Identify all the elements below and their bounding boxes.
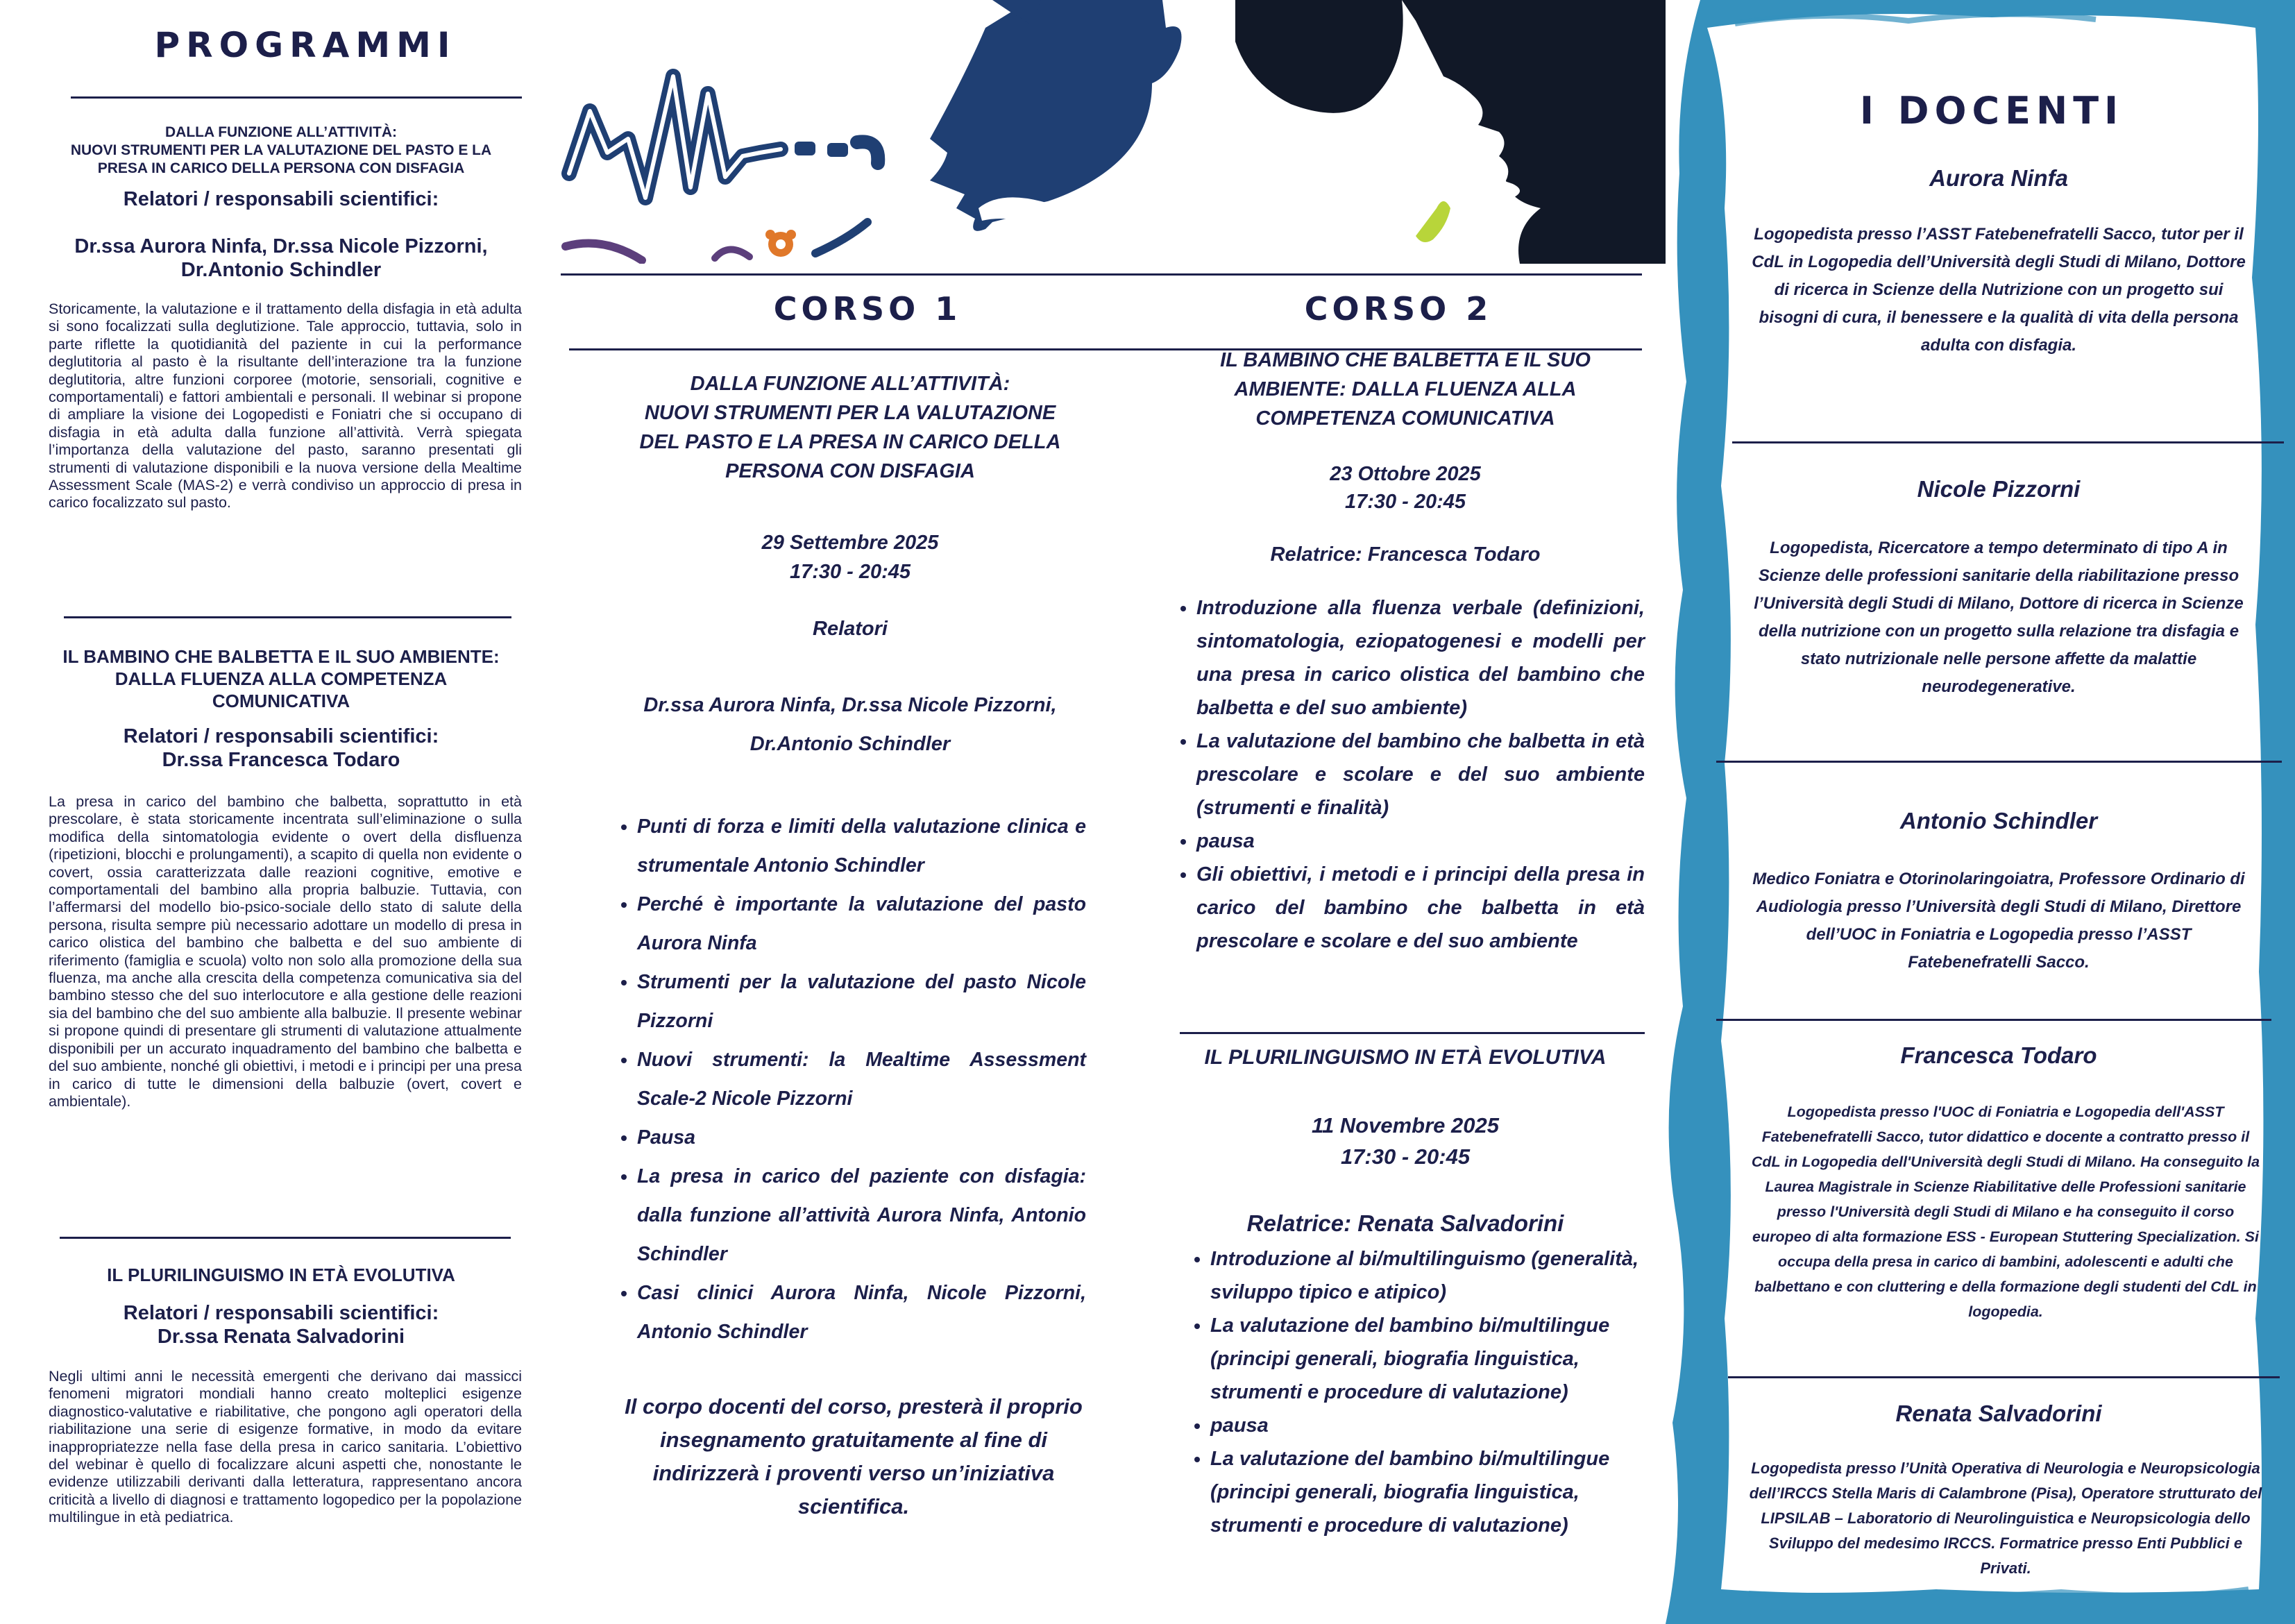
relatori-label: Relatori / responsabili scientifici: bbox=[123, 1302, 439, 1324]
corso2-title-line: IL BAMBINO CHE BALBETTA E IL SUO bbox=[1220, 349, 1591, 371]
programmi-title: PROGRAMMI bbox=[154, 25, 457, 65]
corso2-block1-date: 23 Ottobre 2025 bbox=[1330, 463, 1481, 485]
relatori-names bbox=[42, 748, 520, 772]
divider bbox=[1716, 761, 2282, 763]
corso1-panel bbox=[604, 369, 1096, 486]
section-title-line: IL PLURILINGUISMO IN ETÀ EVOLUTIVA bbox=[107, 1264, 455, 1285]
agenda-item: • Perché è importante la valutazione del pasto Aurora Ninfa bbox=[637, 885, 1086, 963]
corso2-title-line: AMBIENTE: DALLA FLUENZA ALLA bbox=[1234, 378, 1577, 400]
docente-name: Nicole Pizzorni bbox=[1917, 476, 2081, 502]
relatori-name-line: Dr.Antonio Schindler bbox=[180, 259, 382, 281]
relatori-names bbox=[42, 1325, 520, 1348]
arc-icon bbox=[566, 244, 642, 261]
corso2-block1-time: 17:30 - 20:45 bbox=[1344, 491, 1466, 513]
agenda-item: • Pausa bbox=[637, 1118, 1086, 1157]
docente-name: Antonio Schindler bbox=[1899, 808, 2098, 834]
program-description-2: La presa in carico del bambino che balbetta, soprattutto in età prescolare, è stata storicamente incentrata sull’eliminazione o sulla modifica della sintomatologia evidente o overt della disfluenza (ripetizioni, blocchi e prolungamenti), a scapito di quella non evidente o covert, ossia caratterizzata dalle reazioni cognitive, emotive e comportamentali del bambino alla propria balbuzie. Tuttavia, con l’affermarsi del modello bio-psico-sociale dello stato di salute della persona, risulta sempre più necessario adottare un modello di presa in carico olistica del bambino che balbetta e del suo ambiente di riferimento (famiglia e scuola) volto non solo alla promozione della sua fluenza, ma anche alla crescita della competenza comunicativa sia del bambino stesso che del suo interlocutore e alla gestione delle reazioni sia del bambino che del suo ambiente alla balbuzie. Il presente webinar si propone quindi di presentare gli strumenti di valutazione attualmente disponibili per un accurato inquadramento del bambino che balbetta e del suo ambiente, nonché gli obiettivi, i metodi e i principi per una presa in carico di tutte le dimensioni della balbuzie (overt, covert e ambientale). bbox=[49, 793, 522, 1110]
program-description-3: Negli ultimi anni le necessità emergenti che derivano dai massicci fenomeni migratori mondiali hanno creato molteplici esigenze diagnostico-valutative e riabilitative, che pongono agli operatori della riabilitazione una serie di esigenze formative, in modo da evitare inappropriatezze nella fase della presa in carico sanitaria. L’obiettivo del webinar è quello di focalizzare alcuni aspetti che, nonostante le evidenze utilizzabili derivanti dalla letteratura, rappresentano ancora criticità a livello di diagnosi e trattamento logopedico per la popolazione multilingue in età pediatrica. bbox=[49, 1368, 522, 1526]
divider bbox=[561, 273, 1642, 276]
agenda-item: • La presa in carico del paziente con disfagia: dalla funzione all’attività Aurora Ninfa, Antonio Schindler bbox=[637, 1157, 1086, 1274]
relatori-label: Relatori / responsabili scientifici: bbox=[123, 725, 439, 747]
corso1-relatori-label: Relatori bbox=[813, 618, 888, 640]
relatori-name-line: Dr.ssa Renata Salvadorini bbox=[157, 1326, 405, 1348]
corso2-block2-time: 17:30 - 20:45 bbox=[1340, 1144, 1471, 1169]
docente-name: Renata Salvadorini bbox=[1895, 1401, 2102, 1426]
corso1-time: 17:30 - 20:45 bbox=[789, 561, 911, 583]
corso2-block2-relatrice: Relatrice: Renata Salvadorini bbox=[1246, 1210, 1564, 1236]
agenda-item: • Strumenti per la valutazione del pasto Nicole Pizzorni bbox=[637, 963, 1086, 1040]
section-title bbox=[42, 645, 520, 712]
corso2-block2-date: 11 Novembre 2025 bbox=[1312, 1113, 1499, 1137]
docente-bio: Medico Foniatra e Otorinolaringoiatra, Professore Ordinario di Audiologia presso l’Università degli Studi di Milano, Direttore dell’UOC in Foniatria e Logopedia presso l’ASST Fatebenefratelli Sacco. bbox=[1752, 870, 2245, 972]
relatori-names bbox=[42, 235, 520, 282]
docente-bio: Logopedista, Ricercatore a tempo determinato di tipo A in Scienze delle professioni sanitarie della riabilitazione presso l’Università degli Studi di Milano, Dottore di ricerca in Scienze della nutrizione con un progetto sulla relazione tra disfagia e stato nutrizionale nelle persone affette da malattie neurodegenerative. bbox=[1754, 539, 2244, 696]
agenda-item: • La valutazione del bambino bi/multilingue (principi generali, biografia linguistica, strumenti e procedure di valutazione) bbox=[1210, 1309, 1645, 1409]
program-section-2 bbox=[42, 645, 520, 772]
section-title bbox=[42, 124, 520, 178]
docenti-title: I DOCENTI bbox=[1859, 89, 2124, 133]
program-section-1 bbox=[42, 124, 520, 282]
program-description-1: Storicamente, la valutazione e il trattamento della disfagia in età adulta si sono focalizzati sulla deglutizione. Tale approccio, tuttavia, solo in parte riflette la quotidianità del paziente in cui la performance deglutitoria al pasto è la risultante dell’interazione tra la funzione deglutitoria, altre funzioni corporee (motorie, sensoriali, cognitive e comportamentali) e fattori ambientali e personali. Il webinar si propone di ampliare la visione dei Logopedisti e Foniatri che si occupano di disfagia in età adulta dalla funzione all’attività. Verrà spiegata l’importanza della valutazione del pasto, saranno presentati gli strumenti di valutazione disponibili e la nuova versione della Mealtime Assessment Scale (MAS-2) e verrà condiviso un approccio di presa in carico focalizzato sul pasto. bbox=[49, 301, 522, 511]
relatori-name-line: Dr.ssa Francesca Todaro bbox=[162, 749, 400, 771]
agenda-item: • Gli obiettivi, i metodi e i principi della presa in carico del bambino che balbetta in età prescolare e scolare e del suo ambiente bbox=[1196, 858, 1645, 958]
docente-name: Francesca Todaro bbox=[1900, 1042, 2097, 1068]
agenda-item: • La valutazione del bambino bi/multilingue (principi generali, biografia linguistica, strumenti e procedure di valutazione) bbox=[1210, 1442, 1645, 1542]
section-title-line: DALLA FLUENZA ALLA COMPETENZA bbox=[115, 668, 448, 689]
divider bbox=[60, 1237, 511, 1239]
corso2-block2-title: IL PLURILINGUISMO IN ETÀ EVOLUTIVA bbox=[1204, 1046, 1607, 1069]
section-title-line: DALLA FUNZIONE ALL’ATTIVITÀ: bbox=[164, 124, 397, 140]
arc-icon bbox=[815, 222, 867, 253]
relatori-label: Relatori / responsabili scientifici: bbox=[123, 188, 439, 210]
arc-icon bbox=[715, 249, 750, 258]
dash-icon bbox=[795, 142, 815, 155]
agenda-item: • Introduzione al bi/multilinguismo (generalità, sviluppo tipico e atipico) bbox=[1210, 1242, 1645, 1309]
corso1-title-line: DEL PASTO E LA PRESA IN CARICO DELLA bbox=[639, 431, 1061, 453]
divider bbox=[1180, 1032, 1645, 1034]
child-head-icon bbox=[930, 0, 1182, 231]
bee-icon bbox=[765, 230, 796, 257]
corso1-relatori-line: Dr.ssa Aurora Ninfa, Dr.ssa Nicole Pizzorni, bbox=[643, 694, 1057, 716]
header-illustration bbox=[541, 0, 1666, 264]
corso1-relatori-names bbox=[604, 686, 1096, 763]
corso1-relatori-line: Dr.Antonio Schindler bbox=[750, 733, 951, 755]
corso1-agenda bbox=[611, 807, 1086, 1351]
corso2-block1-title bbox=[1159, 346, 1652, 433]
relatori-name-line: Dr.ssa Aurora Ninfa, Dr.ssa Nicole Pizzorni, bbox=[74, 235, 488, 257]
agenda-item: • Casi clinici Aurora Ninfa, Nicole Pizzorni, Antonio Schindler bbox=[637, 1274, 1086, 1351]
corso1-title-line: DALLA FUNZIONE ALL’ATTIVITÀ: bbox=[690, 373, 1010, 395]
divider bbox=[1728, 1376, 2280, 1378]
corso2-block1-relatrice: Relatrice: Francesca Todaro bbox=[1270, 543, 1541, 566]
docente-bio: Logopedista presso l’ASST Fatebenefratelli Sacco, tutor per il CdL in Logopedia dell’Università degli Studi di Milano, Dottore di ricerca in Scienze della Nutrizione con un progetto sui bisogni di cura, il benessere e la qualità di vita della persona adulta con disfagia. bbox=[1752, 225, 2246, 355]
corso1-heading: CORSO 1 bbox=[773, 290, 962, 328]
docente-bio: Logopedista presso l'UOC di Foniatria e Logopedia dell'ASST Fatebenefratelli Sacco, tutor didattico e docente a contratto presso il CdL in Logopedia dell'Università degli Studi di Milano. Ha conseguito la Laurea Magistrale in Scienze Riabilitative delle Professioni sanitarie presso l'Università degli Studi di Milano e ha conseguito il corso europeo di alta formazione ESS - European Stuttering Specialization. Si occupa della presa in carico di bambini, adolescenti e adulti che balbettano e con cluttering e della formazione degli studenti del CdL in logopedia. bbox=[1751, 1103, 2260, 1320]
agenda-item: • pausa bbox=[1196, 824, 1645, 858]
docente-bio: Logopedista presso l’Unità Operativa di Neurologia e Neuropsicologia dell’IRCCS Stella Maris di Calambrone (Pisa), Operatore strutturato del LIPSILAB – Laboratorio di Neurolinguistica e Neuropsicologia dello Sviluppo del medesimo IRCCS. Formatrice presso Enti Pubblici e Privati. bbox=[1749, 1460, 2262, 1577]
corso1-title-line: NUOVI STRUMENTI PER LA VALUTAZIONE bbox=[644, 402, 1056, 424]
agenda-item: • Nuovi strumenti: la Mealtime Assessment Scale-2 Nicole Pizzorni bbox=[637, 1040, 1086, 1118]
corso1-note: Il corpo docenti del corso, presterà il proprio insegnamento gratuitamente al fine di indirizzerà i proventi verso un’iniziativa scientifica. bbox=[625, 1394, 1083, 1519]
divider bbox=[71, 96, 522, 99]
corso2-heading: CORSO 2 bbox=[1304, 290, 1493, 328]
corso1-date: 29 Settembre 2025 bbox=[761, 532, 939, 554]
corso2-title-line: COMPETENZA COMUNICATIVA bbox=[1255, 407, 1555, 430]
bolus-icon bbox=[1416, 201, 1450, 242]
divider bbox=[1716, 1019, 2271, 1021]
program-section-3 bbox=[42, 1264, 520, 1348]
arc-icon bbox=[857, 142, 878, 163]
agenda-item: • La valutazione del bambino che balbetta in età prescolare e scolare e del suo ambiente (strumenti e finalità) bbox=[1196, 725, 1645, 824]
divider bbox=[1732, 441, 2284, 443]
corso2-block2-agenda bbox=[1184, 1242, 1645, 1542]
agenda-item: • pausa bbox=[1210, 1409, 1645, 1442]
corso2-block1-agenda bbox=[1170, 591, 1645, 958]
agenda-item: • Introduzione alla fluenza verbale (definizioni, sintomatologia, eziopatogenesi e modelli per una presa in carico olistica del bambino che balbetta e del suo ambiente) bbox=[1196, 591, 1645, 725]
corso1-title bbox=[604, 369, 1096, 486]
section-title-line: COMUNICATIVA bbox=[212, 691, 350, 711]
section-title bbox=[42, 1264, 520, 1286]
section-title-line: PRESA IN CARICO DELLA PERSONA CON DISFAGIA bbox=[97, 160, 465, 176]
corso1-title-line: PERSONA CON DISFAGIA bbox=[725, 460, 975, 482]
section-title-line: NUOVI STRUMENTI PER LA VALUTAZIONE DEL PASTO E LA bbox=[70, 142, 492, 158]
agenda-item: • Punti di forza e limiti della valutazione clinica e strumentale Antonio Schindler bbox=[637, 807, 1086, 885]
docente-name: Aurora Ninfa bbox=[1929, 165, 2068, 191]
divider bbox=[64, 616, 511, 618]
section-title-line: IL BAMBINO CHE BALBETTA E IL SUO AMBIENTE: bbox=[62, 646, 500, 667]
dash-icon bbox=[827, 143, 848, 157]
